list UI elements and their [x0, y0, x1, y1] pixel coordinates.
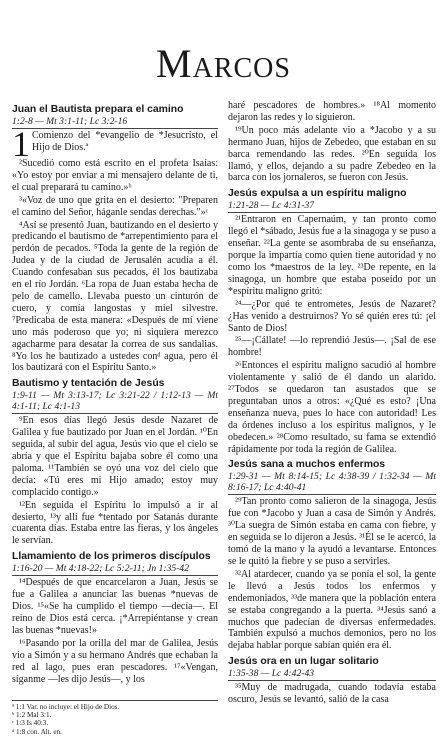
- footnote: ª 1:1 Var. no incluye: el Hijo de Dios.: [12, 703, 120, 711]
- left-column: [12, 100, 218, 705]
- verse-paragraph: ¹²En seguida el Espíritu lo impulsó a ir al desierto, ¹³y allí fue *tentado por Satanás durante cuarenta días. Estaba entre las fieras, y los ángeles le servían.: [12, 499, 218, 547]
- section-heading: Jesús expulsa a un espíritu maligno: [228, 188, 407, 200]
- footnote: ᵈ 1:8 con. Alt. en.: [12, 727, 62, 736]
- parallel-reference: 1:16-20 — Mt 4:18-22; Lc 5:2-11; Jn 1:35-42: [12, 563, 218, 576]
- parallel-reference: 1:21-28 — Lc 4:31-37: [228, 200, 436, 213]
- right-column: [228, 100, 436, 705]
- verse-paragraph: ⁴Así se presentó Juan, bautizando en el desierto y predicando el bautismo de *arrepentimiento para el perdón de pecados. ⁵Toda la gente de la región de Judea y de la ciudad de Jerusalén acudía a él. Cuando confesaban sus pecados, él los bautizaba en el río Jordán. ⁶La ropa de Juan estaba hecha de pelo de camello. Llevaba puesto un cinturón de cuero, y comía langostas y miel silvestre. ⁷Predicaba de esta manera: «Después de mí viene uno más poderoso que yo; ni siquiera merezco agacharme para desatar la correa de sus sandalias. ⁸Yo los he bautizado a ustedes conᵈ agua, pero él los bautizará con el Espíritu Santo.»: [12, 219, 218, 374]
- verse-paragraph: ⁹En esos días llegó Jesús desde Nazaret de Galilea y fue bautizado por Juan en el Jordán. ¹⁰En seguida, al subir del agua, Jesús vio que el cielo se abría y que el Espíritu bajaba sobre él como una paloma. ¹¹También se oyó una voz del cielo que decía: «Tú eres mi Hijo amado; estoy muy complacido contigo.»: [12, 415, 218, 498]
- parallel-reference: 1:9-11 — Mt 3:13-17; Lc 3:21-22 / 1:12-13 — Mt 4:1-11; Lc 4:1-13: [12, 390, 218, 413]
- verse-paragraph: haré pescadores de hombres.» ¹⁸Al momento dejaron las redes y lo siguieron.: [228, 100, 436, 123]
- parallel-reference: 1:2-8 — Mt 3:1-11; Lc 3:2-16: [12, 116, 218, 129]
- verse-paragraph: ¹⁴Después de que encarcelaron a Juan, Jesús se fue a Galilea a anunciar las buenas *nuevas de Dios. ¹⁵«Se ha cumplido el tiempo —decía—. El reino de Dios está cerca. ¡*Arrepiéntanse y crean las buenas *nuevas!»: [12, 577, 218, 636]
- section-heading: Bautismo y tentación de Jesús: [12, 378, 165, 390]
- verse-paragraph: ²¹Entraron en Capernaúm, y tan pronto como llegó el *sábado, Jesús fue a la sinagoga y se puso a enseñar. ²²La gente se asombraba de su enseñanza, porque la impartía como quien tiene autoridad y no como los *maestros de la ley. ²³De repente, en la sinagoga, un hombre que estaba poseído por un *espíritu maligno gritó:: [228, 214, 436, 297]
- footnotes: [12, 700, 218, 736]
- section-heading: Juan el Bautista prepara el camino: [12, 104, 184, 115]
- verse-paragraph: ¹⁹Un poco más adelante vio a *Jacobo y a su hermano Juan, hijos de Zebedeo, que estaban en su barca remendando las redes. ²⁰En seguida los llamó, y ellos, dejando a su padre Zebedeo en la barca con los jornaleros, se fueron con Jesús.: [228, 124, 436, 184]
- verse-paragraph: ³«Voz de uno que grita en el desierto: "Preparen el camino del Señor, háganle sendas derechas."»ᶜ: [12, 194, 218, 218]
- verse-paragraph: ²⁹Tan pronto como salieron de la sinagoga, Jesús fue con *Jacobo y Juan a casa de Simón y Andrés. ³⁰La suegra de Simón estaba en cama con fiebre, y en seguida se lo dijeron a Jesús. ³¹Él se le acercó, la tomó de la mano y la ayudó a levantarse. Entonces se le quitó la fiebre y se puso a servirles.: [228, 496, 436, 567]
- section-heading: Jesús sana a muchos enfermos: [228, 459, 386, 471]
- verse-paragraph: ²⁵—¡Cállate! —lo reprendió Jesús—. ¡Sal de ese hombre!: [228, 335, 436, 359]
- verse-paragraph: ²⁶Entonces el espíritu maligno sacudió al hombre violentamente y salió de él dando un alarido. ²⁷Todos se quedaron tan asustados que se preguntaban unos a otros: «¿Qué es esto? ¡Una enseñanza nueva, pues lo hace con autoridad! Les da órdenes incluso a los espíritus malignos, y le obedecen.» ²⁸Como resultado, su fama se extendió rápidamente por toda la región de Galilea.: [228, 360, 436, 455]
- verse-paragraph: ²⁴—¿Por qué te entrometes, Jesús de Nazaret? ¿Has venido a destruirnos? Yo sé quién eres tú: ¡el Santo de Dios!: [228, 298, 436, 334]
- footnote: ᶜ 1:3 Is 40:3.: [12, 719, 49, 728]
- footnote: ᵇ 1:2 Mal 3:1.: [12, 711, 52, 720]
- parallel-reference: 1:29-31 — Mt 8:14-15; Lc 4:38-39 / 1:32-34 — Mt 8:16-17; Lc 4:40-41: [228, 471, 436, 494]
- verse-paragraph: ³²Al atardecer, cuando ya se ponía el sol, la gente le llevó a Jesús todos los enfermos y endemoniados, ³³de manera que la población entera se estaba congregando a la puerta. ³⁴Jesús sanó a muchos que padecían de diversas enfermedades. También expulsó a muchos demonios, pero no los dejaba hablar porque sabían quién era él.: [228, 568, 436, 652]
- verse-paragraph: ¹⁶Pasando por la orilla del mar de Galilea, Jesús vio a Simón y a su hermano Andrés que echaban la red al lago, pues eran pescadores. ¹⁷«Vengan, síganme —les dijo Jesús—, y los: [12, 637, 218, 685]
- book-title: Marcos: [156, 41, 291, 86]
- parallel-reference: 1:35-38 — Lc 4:42-43: [228, 668, 436, 681]
- verse-paragraph: ²Sucedió como está escrito en el profeta Isaías: «Yo estoy por enviar a mi mensajero delante de ti, el cual preparará tu camino.»ᵇ: [12, 158, 218, 193]
- verse-paragraph: ³⁵Muy de madrugada, cuando todavía estaba oscuro, Jesús se levantó, salió de la casa: [228, 682, 436, 705]
- chapter-opening: [12, 124, 218, 164]
- verse-text: Comienzo del *evangelio de *Jesucristo, el Hijo de Dios.ª: [32, 130, 218, 153]
- section-heading: Llamamiento de los primeros discípulos: [12, 551, 211, 563]
- chapter-number: 1: [12, 124, 30, 164]
- section-heading: Jesús ora en un lugar solitario: [228, 656, 379, 668]
